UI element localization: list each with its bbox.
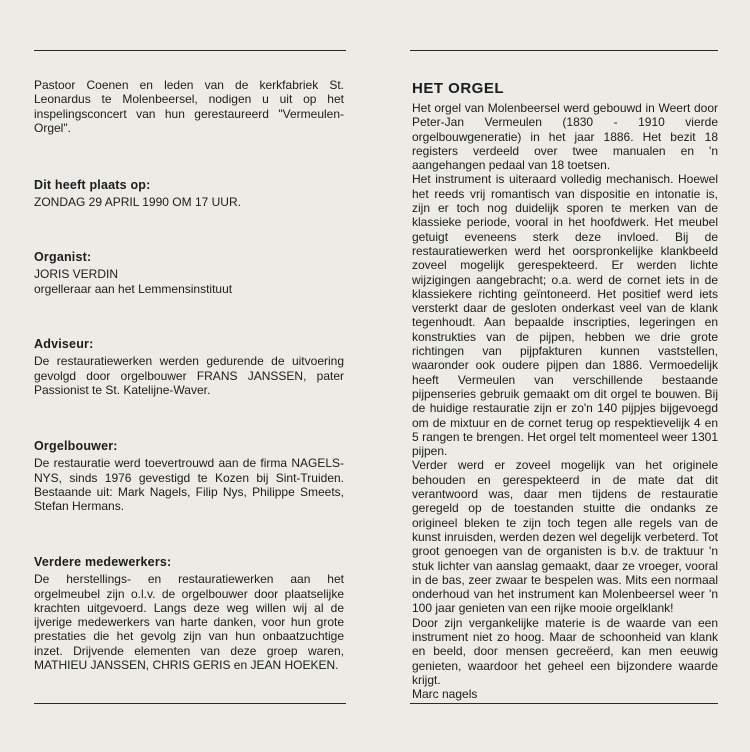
- medewerkers-heading: Verdere medewerkers:: [34, 555, 172, 569]
- orgelbouwer-text: De restauratie werd toevertrouwd aan de firma NAGELS-NYS, sinds 1976 gevestigd te Kozen bij Sint-Truiden. Bestaande uit: Mark Nagels, Filip Nys, Philippe Smeets, Stefan Hermans.: [34, 456, 344, 514]
- organist-block: [34, 250, 344, 296]
- event-block: [34, 178, 344, 210]
- top-rule-left: [34, 50, 346, 51]
- orgelbouwer-block: [34, 439, 344, 513]
- article-paragraph-1: Het orgel van Molenbeersel werd gebouwd in Weert door Peter-Jan Vermeulen (1830 - 1910 vierde orgelbouwgeneratie) in het jaar 1886. Het bezit 18 registers verdeeld over twee manualen en 'n aangehangen pedaal van 18 toetsen.: [412, 101, 718, 173]
- organ-article: [412, 101, 718, 701]
- signature: Marc nagels: [412, 687, 478, 702]
- organist-role: orgelleraar aan het Lemmensinstituut: [34, 281, 233, 296]
- page-title: HET ORGEL: [412, 80, 505, 97]
- event-heading: Dit heeft plaats op:: [34, 178, 151, 192]
- medewerkers-text: De herstellings- en restauratiewerken aan het orgelmeubel zijn o.l.v. de orgelbouwer door plaatselijke krachten uitgevoerd. Langs deze weg willen wij al de ijverige medewerkers van harte danken, voor hun grote prestaties die het gevolg zijn van hun onbaatzuchtige inzet. Drijvende elementen van deze groep waren, MATHIEU JANSSEN, CHRIS GERIS en JEAN HOEKEN.: [34, 572, 344, 673]
- organist-heading: Organist:: [34, 250, 92, 264]
- adviseur-block: [34, 337, 344, 397]
- article-paragraph-3: Verder werd er zoveel mogelijk van het originele behouden en gerespekteerd in de mate dat dit verantwoord was, daar men tijdens de restauratie geregeld op de toestanden stuitte die ondanks ze origineel bleken te zijn toch tegen alle regels van de kunst inruisden, werden dezen wel degelijk verbeterd. Tot groot genoegen van de organisten is b.v. de traktuur 'n stuk lichter van aanslag gemaakt, daar ze vroeger, vooral in de bas, zeer zwaar te bespelen was. Mits een normaal onderhoud van het instrument kan Molenbeersel weer 'n 100 jaar genieten van een rijke mooie orgelklank!: [412, 458, 718, 616]
- orgelbouwer-heading: Orgelbouwer:: [34, 439, 118, 453]
- bottom-rule-left: [34, 703, 346, 704]
- adviseur-heading: Adviseur:: [34, 337, 94, 351]
- intro-text: Pastoor Coenen en leden van de kerkfabriek St. Leonardus te Molenbeersel, nodigen u uit op het inspelingsconcert van hun gerestaureerd "Vermeulen-Orgel".: [34, 78, 344, 135]
- bottom-rule-right: [410, 703, 718, 704]
- article-paragraph-2: Het instrument is uiteraard volledig mechanisch. Hoewel het reeds vrij romantisch van dispositie en intonatie is, zijn er toch nog duidelijk sporen te merken van de klassieke periode, vooral in het hoofdwerk. Het meubel getuigt eveneens sterk deze invloed. Bij de restauratiewerken werd het oorspronkelijke klankbeeld zoveel mogelijk gerespekteerd. Er werden lichte wijzigingen aangebracht; o.a. werd de cornet iets in de klassiekere richting geïntoneerd. Het positief werd iets versterkt daar de gesloten onderkast veel van de klank tegenhoudt. Aan bepaalde inscripties, legeringen en konstrukties van de pijpen, hebben we drie grote richtingen van pijpfakturen kunnen vaststellen, waaronder ook oudere pijpen dan 1886. Vermoedelijk heeft Vermeulen van verschillende bestaande pijpenseries gebruik gemaakt om dit orgel te bouwen. Bij de huidige restauratie zijn er zo'n 140 pijpjes bijgevoegd om de mixtuur en de cornet terug op respektievelijk 4 en 5 rangen te brengen. Het orgel telt momenteel weer 1301 pijpen.: [412, 172, 718, 459]
- medewerkers-block: [34, 555, 344, 672]
- top-rule-right: [410, 50, 718, 51]
- adviseur-text: De restauratiewerken werden gedurende de uitvoering gevolgd door orgelbouwer FRANS JANSSEN, pater Passionist te St. Katelijne-Waver.: [34, 354, 344, 397]
- event-text: ZONDAG 29 APRIL 1990 OM 17 UUR.: [34, 195, 241, 210]
- organist-name: JORIS VERDIN: [34, 267, 119, 282]
- intro-block: [34, 78, 344, 135]
- article-paragraph-4: Door zijn vergankelijke materie is de waarde van een instrument niet zo hoog. Maar de schoonheid van klank en beeld, door mensen gecreëerd, kan men eeuwig genieten, waardoor het geheel een bijzondere waarde krijgt.: [412, 615, 718, 687]
